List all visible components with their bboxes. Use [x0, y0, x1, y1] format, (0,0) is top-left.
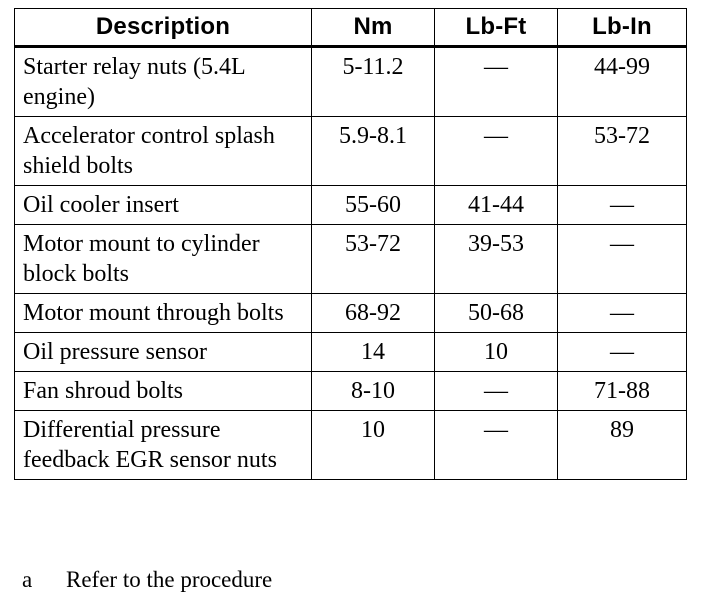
table-row [15, 225, 687, 294]
cell-description: Motor mount through bolts [15, 294, 312, 333]
cell-lb-in: — [558, 225, 687, 294]
cell-lb-in: 44-99 [558, 47, 687, 117]
cell-description: Differential pressure feedback EGR sensor nuts [15, 411, 312, 480]
table-header-row [15, 9, 687, 47]
cell-lb-ft: 41-44 [435, 186, 558, 225]
table-row [15, 411, 687, 480]
header-nm: Nm [312, 9, 435, 47]
footnote-marker: a [22, 567, 33, 592]
header-lb-ft: Lb-Ft [435, 9, 558, 47]
cell-nm: 53-72 [312, 225, 435, 294]
footnote [22, 566, 272, 594]
cell-nm: 14 [312, 333, 435, 372]
cell-description: Oil cooler insert [15, 186, 312, 225]
table-row [15, 372, 687, 411]
cell-description: Fan shroud bolts [15, 372, 312, 411]
torque-specification-table [14, 8, 687, 480]
cell-lb-ft: 50-68 [435, 294, 558, 333]
header-description: Description [15, 9, 312, 47]
cell-lb-in: 89 [558, 411, 687, 480]
cell-nm: 68-92 [312, 294, 435, 333]
cell-lb-ft: — [435, 117, 558, 186]
table-row [15, 47, 687, 117]
header-lb-in: Lb-In [558, 9, 687, 47]
cell-lb-ft: — [435, 47, 558, 117]
footnote-text: Refer to the procedure [66, 567, 273, 592]
cell-nm: 55-60 [312, 186, 435, 225]
cell-nm: 5.9-8.1 [312, 117, 435, 186]
cell-description: Starter relay nuts (5.4L engine) [15, 47, 312, 117]
table-row [15, 294, 687, 333]
table-row [15, 186, 687, 225]
cell-lb-ft: 39-53 [435, 225, 558, 294]
cell-nm: 8-10 [312, 372, 435, 411]
cell-description: Oil pressure sensor [15, 333, 312, 372]
cell-nm: 5-11.2 [312, 47, 435, 117]
cell-lb-ft: — [435, 411, 558, 480]
cell-description: Accelerator control splash shield bolts [15, 117, 312, 186]
cell-lb-in: 53-72 [558, 117, 687, 186]
cell-lb-in: — [558, 333, 687, 372]
table-row [15, 333, 687, 372]
table-row [15, 117, 687, 186]
cell-description: Motor mount to cylinder block bolts [15, 225, 312, 294]
cell-lb-in: — [558, 294, 687, 333]
cell-nm: 10 [312, 411, 435, 480]
cell-lb-ft: 10 [435, 333, 558, 372]
cell-lb-ft: — [435, 372, 558, 411]
cell-lb-in: — [558, 186, 687, 225]
cell-lb-in: 71-88 [558, 372, 687, 411]
